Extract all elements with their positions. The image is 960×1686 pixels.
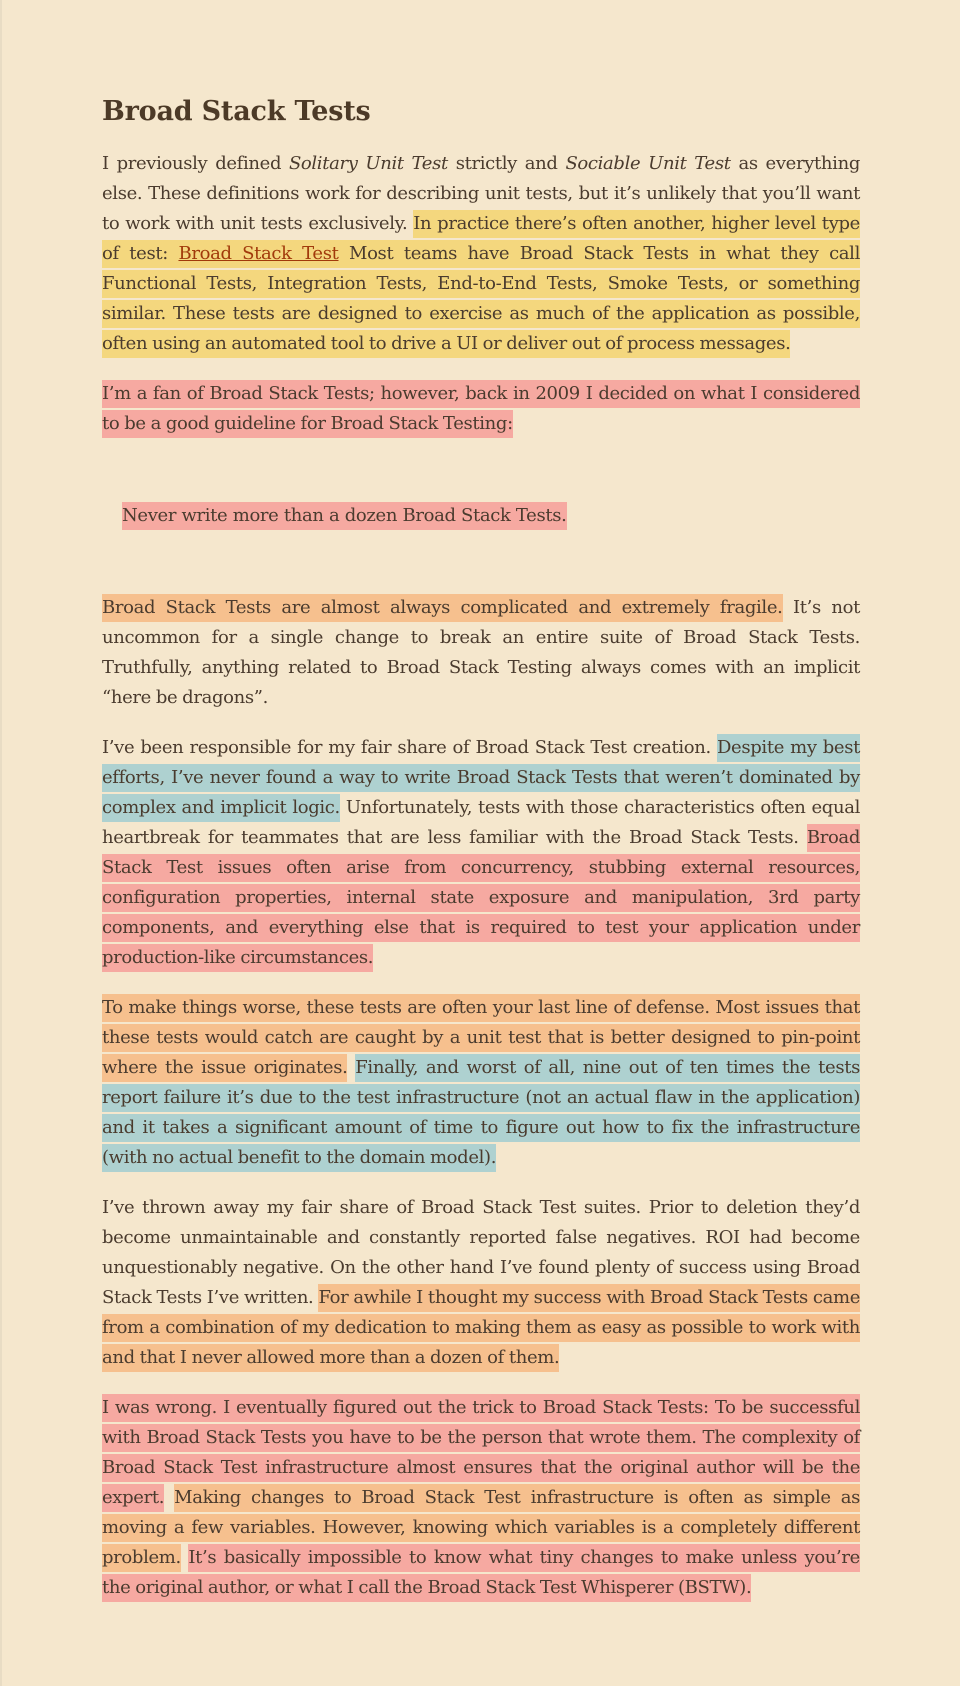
p2-highlight: I’m a fan of Broad Stack Tests; however, back in 2009 I decided on what I considered to be a good guideline for Broad Stack Testing: [102,380,860,438]
paragraph-4 [102,733,860,973]
p1-term-sociable: Sociable Unit Test [565,153,731,174]
p6-highlight-orange: For awhile I thought my success with Broad Stack Tests came from a combination of my dedication to making them as easy as possible to work with and that I never allowed more than a dozen of them. [102,1284,860,1372]
article [102,96,860,1623]
paragraph-5 [102,993,860,1173]
p3-highlight: Broad Stack Tests are almost always complicated and extremely fragile. [102,594,783,622]
paragraph-7 [102,1393,860,1603]
quote-highlight: Never write more than a dozen Broad Stack Tests. [122,502,567,530]
p6-text: I’ve thrown away my fair share of Broad Stack Test suites. Prior to deletion they’d become unmaintainable and constantly reported false negatives. ROI had become unquestionably negative. On the other hand I’ve found plenty of success using Broad Stack Tests I’ve written. [102,1197,860,1308]
p3-text: It’s not uncommon for a single change to break an entire suite of Broad Stack Tests. Truthfully, anything related to Broad Stack Testing always comes with an implicit “here be dragons”. [102,597,860,708]
p1-text-a: I previously defined [102,153,289,174]
p7-highlight-red-1: I was wrong. I eventually figured out the trick to Broad Stack Tests: To be successful with Broad Stack Tests you have to be the person that wrote them. The complexity of Broad Stack Test infrastructure almost ensures that the original author will be the expert. [102,1394,860,1512]
p4-text-b: Unfortunately, tests with those characteristics often equal heartbreak for teammates that are less familiar with the Broad Stack Tests. [102,797,860,848]
paragraph-6 [102,1193,860,1373]
p4-highlight-blue: Despite my best efforts, I’ve never found a way to write Broad Stack Tests that weren’t dominated by complex and implicit logic. [102,734,860,822]
p7-highlight-red-2: It’s basically impossible to know what tiny changes to make unless you’re the original author, or what I call the Broad Stack Test Whisperer (BSTW). [102,1544,860,1602]
blockquote [122,501,860,531]
broad-stack-test-link[interactable]: Broad Stack Test [178,243,339,264]
page-title: Broad Stack Tests [102,96,371,127]
paragraph-3 [102,593,860,713]
p1-text-c: as everything else. These definitions work for describing unit tests, but it’s unlikely that you’ll want to work with unit tests exclusively. [102,153,860,234]
p1-highlight-text-1: In practice there’s often another, higher level type of test: [102,213,860,264]
p7-gap [164,1484,174,1512]
p4-text-a: I’ve been responsible for my fair share of Broad Stack Test creation. [102,737,717,758]
p4-highlight-red: Broad Stack Test issues often arise from concurrency, stubbing external resources, configuration properties, internal state exposure and manipulation, 3rd party components, and everything else that is required to test your application under production-like circumstances. [102,824,860,972]
p5-highlight-blue: Finally, and worst of all, nine out of ten times the tests report failure it’s due to the test infrastructure (not an actual flaw in the application) and it takes a significant amount of time to figure out how to fix the infrastructure (with no actual benefit to the domain model). [102,1054,860,1172]
paragraph-2 [102,379,860,439]
p1-text-b: strictly and [447,153,566,174]
p1-highlight-text-2: Most teams have Broad Stack Tests in what they call Functional Tests, Integration Tests, End-to-End Tests, Smoke Tests, or something similar. These tests are designed to exercise as much of the application as possible, often using an automated tool to drive a UI or deliver out of process messages. [102,243,860,354]
p5-highlight-orange: To make things worse, these tests are often your last line of defense. Most issues that these tests would catch are caught by a unit test that is better designed to pin-point where the issue originates. [102,994,860,1082]
paragraph-1 [102,149,860,359]
p1-term-solitary: Solitary Unit Test [288,153,448,174]
p7-highlight-orange: Making changes to Broad Stack Test infrastructure is often as simple as moving a few variables. However, knowing which variables is a completely different problem. [102,1484,860,1572]
